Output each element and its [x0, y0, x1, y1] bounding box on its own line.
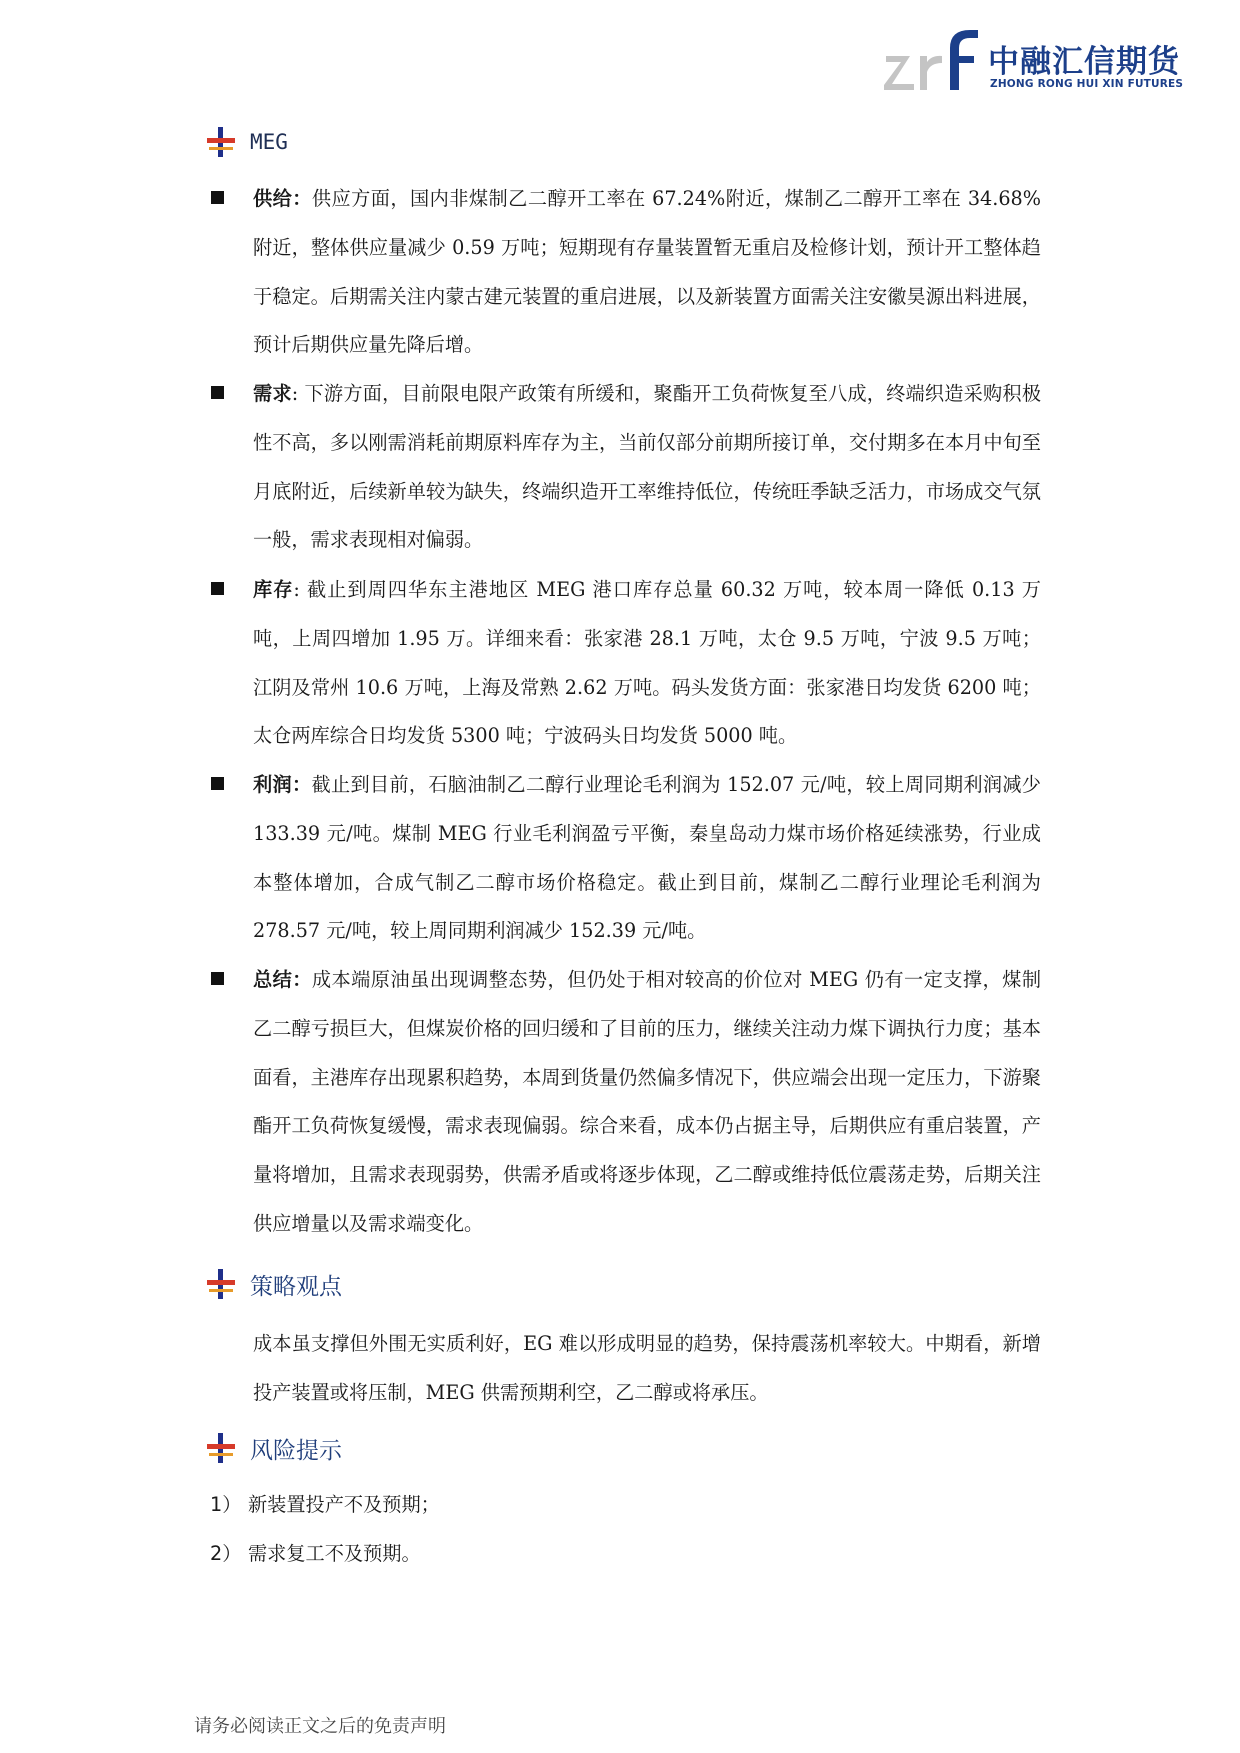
- risk-number: 2）: [210, 1542, 242, 1565]
- black-square-icon: [211, 582, 224, 595]
- bullet-label: 总结：: [253, 968, 312, 991]
- section-title: MEG: [250, 130, 288, 154]
- black-square-icon: [211, 386, 224, 399]
- bullet-text: 成本端原油虽出现调整态势，但仍处于相对较高的价位对 MEG 仍有一定支撑，煤制乙二醇亏损巨大，但煤炭价格的回归缓和了目前的压力，继续关注动力煤下调执行力度；基本面看，主港库存出现累积趋势，本周到货量仍然偏多情况下，供应端会出现一定压力，下游聚酯开工负荷恢复缓慢，需求表现偏弱。综合来看，成本仍占据主导，后期供应有重启装置，产量将增加，且需求表现弱势，供需矛盾或将逐步体现，乙二醇或维持低位震荡走势，后期关注供应增量以及需求端变化。: [253, 968, 1042, 1235]
- risk-text: 需求复工不及预期。: [248, 1542, 421, 1565]
- black-square-icon: [211, 191, 224, 204]
- bullet-label: 供给：: [253, 187, 312, 210]
- bullet-supply: [211, 175, 1041, 370]
- bullet-label: 库存: [253, 578, 294, 601]
- bullet-text: 供应方面，国内非煤制乙二醇开工率在 67.24%附近，煤制乙二醇开工率在 34.68%附近，整体供应量减少 0.59 万吨；短期现有存量装置暂无重启及检修计划，预计开工整体趋于稳定。后期需关注内蒙古建元装置的重启进展，以及新装置方面需关注安徽昊源出料进展，预计后期供应量先降后增。: [253, 187, 1041, 357]
- bullet-demand: [211, 370, 1041, 565]
- risk-text: 新装置投产不及预期；: [248, 1493, 440, 1516]
- disclaimer-footer: 请务必阅读正文之后的免责声明: [194, 1716, 446, 1737]
- logo-mark-icon: [884, 26, 980, 94]
- logo-english-name: ZHONG RONG HUI XIN FUTURES: [990, 78, 1184, 90]
- strategy-paragraph: 成本虽支撑但外围无实质利好，EG 难以形成明显的趋势，保持震荡机率较大。中期看，新增投产装置或将压制，MEG 供需预期利空，乙二醇或将承压。: [253, 1332, 1041, 1404]
- section-title: 风险提示: [250, 1437, 342, 1464]
- logo-chinese-name: 中融汇信期货: [988, 44, 1180, 80]
- black-square-icon: [211, 972, 224, 985]
- bullet-label: 利润：: [253, 773, 312, 796]
- bullet-text: : 截止到周四华东主港地区 MEG 港口库存总量 60.32 万吨，较本周一降低 0.13 万吨，上周四增加 1.95 万。详细来看：张家港 28.1 万吨，太仓 9.5 万吨，宁波 9.5 万吨；江阴及常州 10.6 万吨，上海及常熟 2.62 万吨。码头发货方面：张家港日均发货 6200 吨；太仓两库综合日均发货 5300 吨；宁波码头日均发货 5000 吨。: [253, 578, 1041, 748]
- company-logo: [884, 26, 1194, 96]
- bullet-summary: [211, 956, 1041, 1249]
- bullet-inventory: [211, 566, 1041, 761]
- cross-plus-icon: [206, 1432, 236, 1464]
- risk-number: 1）: [210, 1493, 242, 1516]
- section-heading-risk: [206, 1430, 342, 1466]
- section-heading-strategy: [206, 1266, 342, 1302]
- cross-plus-icon: [206, 126, 236, 158]
- bullet-text: 截止到目前，石脑油制乙二醇行业理论毛利润为 152.07 元/吨，较上周同期利润减少 133.39 元/吨。煤制 MEG 行业毛利润盈亏平衡，秦皇岛动力煤市场价格延续涨势，行业成本整体增加，合成气制乙二醇市场价格稳定。截止到目前，煤制乙二醇行业理论毛利润为 278.57 元/吨，较上周同期利润减少 152.39 元/吨。: [253, 773, 1041, 943]
- section-title: 策略观点: [250, 1273, 342, 1300]
- risk-item: [210, 1481, 440, 1529]
- bullet-text: : 下游方面，目前限电限产政策有所缓和，聚酯开工负荷恢复至八成，终端织造采购积极性不高，多以刚需消耗前期原料库存为主，当前仅部分前期所接订单，交付期多在本月中旬至月底附近，后续新单较为缺失，终端织造开工率维持低位，传统旺季缺乏活力，市场成交气氛一般，需求表现相对偏弱。: [253, 382, 1042, 552]
- bullet-profit: [211, 761, 1041, 956]
- section-heading-meg: [206, 124, 288, 160]
- bullet-label: 需求: [253, 382, 292, 405]
- black-square-icon: [211, 777, 224, 790]
- cross-plus-icon: [206, 1268, 236, 1300]
- risk-item: [210, 1530, 421, 1578]
